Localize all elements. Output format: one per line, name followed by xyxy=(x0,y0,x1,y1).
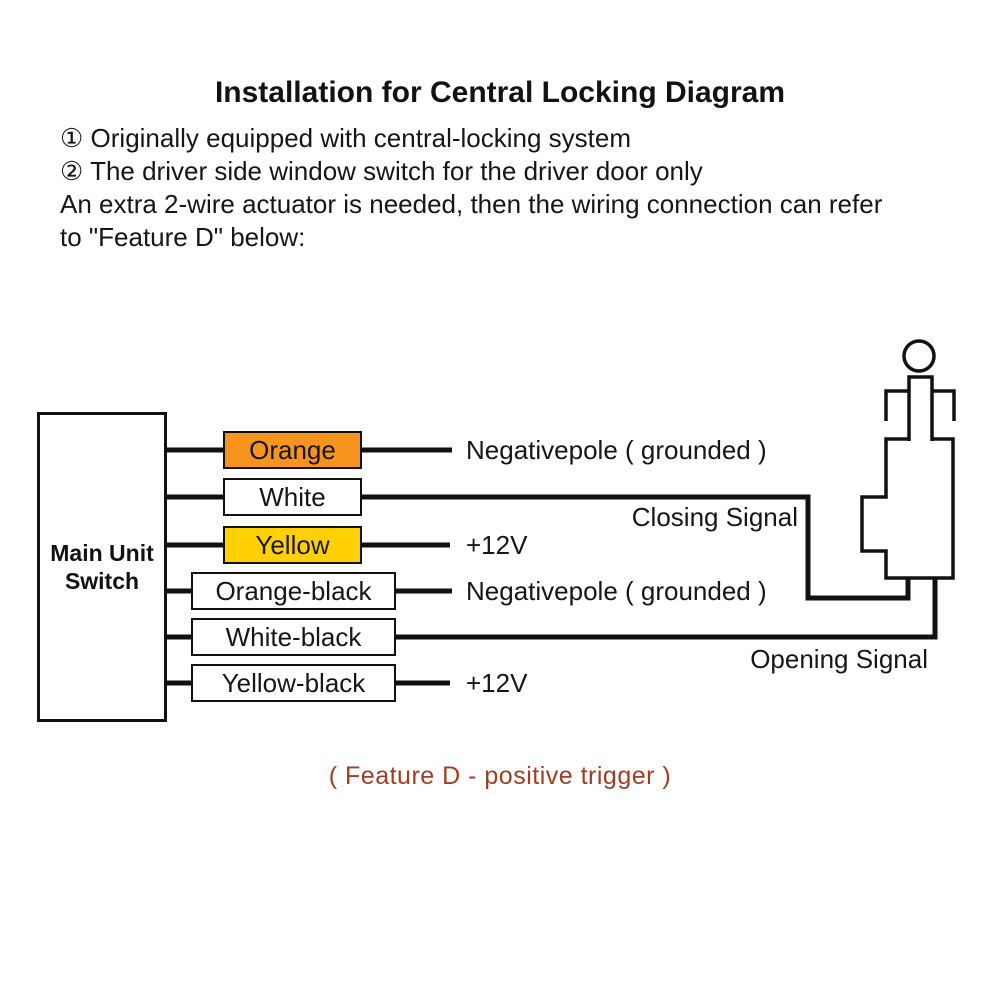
terminal-label-orange: Negativepole ( grounded ) xyxy=(466,434,767,465)
wire-label-yellow: Yellow xyxy=(223,526,362,564)
intro-line-4: to "Feature D" below: xyxy=(60,222,306,252)
main-unit-switch-box xyxy=(37,412,167,722)
closing-signal-label: Closing Signal xyxy=(631,502,798,532)
wire-label-white-black: White-black xyxy=(191,618,396,656)
wire-label-orange-black: Orange-black xyxy=(191,572,396,610)
actuator-plunger-rod xyxy=(909,377,932,441)
intro-line-1: ① Originally equipped with central-locking system xyxy=(60,123,631,153)
feature-caption: ( Feature D - positive trigger ) xyxy=(328,762,672,790)
terminal-label-orange-black: Negativepole ( grounded ) xyxy=(466,575,767,606)
wire-label-orange: Orange xyxy=(223,431,362,469)
terminal-label-yellow-black: +12V xyxy=(466,667,528,698)
page-title: Installation for Central Locking Diagram xyxy=(214,76,786,109)
actuator-body xyxy=(862,439,953,578)
opening-signal-label: Opening Signal xyxy=(750,644,928,674)
door-lock-actuator xyxy=(862,341,954,578)
wire-label-white: White xyxy=(223,478,362,516)
intro-line-2: ② The driver side window switch for the driver door only xyxy=(60,156,703,186)
main-unit-label-line1: Main Unit xyxy=(50,540,154,566)
wire-label-yellow-black: Yellow-black xyxy=(191,664,396,702)
main-unit-label-line2: Switch xyxy=(64,568,140,594)
intro-line-3: An extra 2-wire actuator is needed, then the wiring connection can refer xyxy=(60,189,883,219)
actuator-knob xyxy=(904,341,934,371)
terminal-label-yellow: +12V xyxy=(466,529,528,560)
